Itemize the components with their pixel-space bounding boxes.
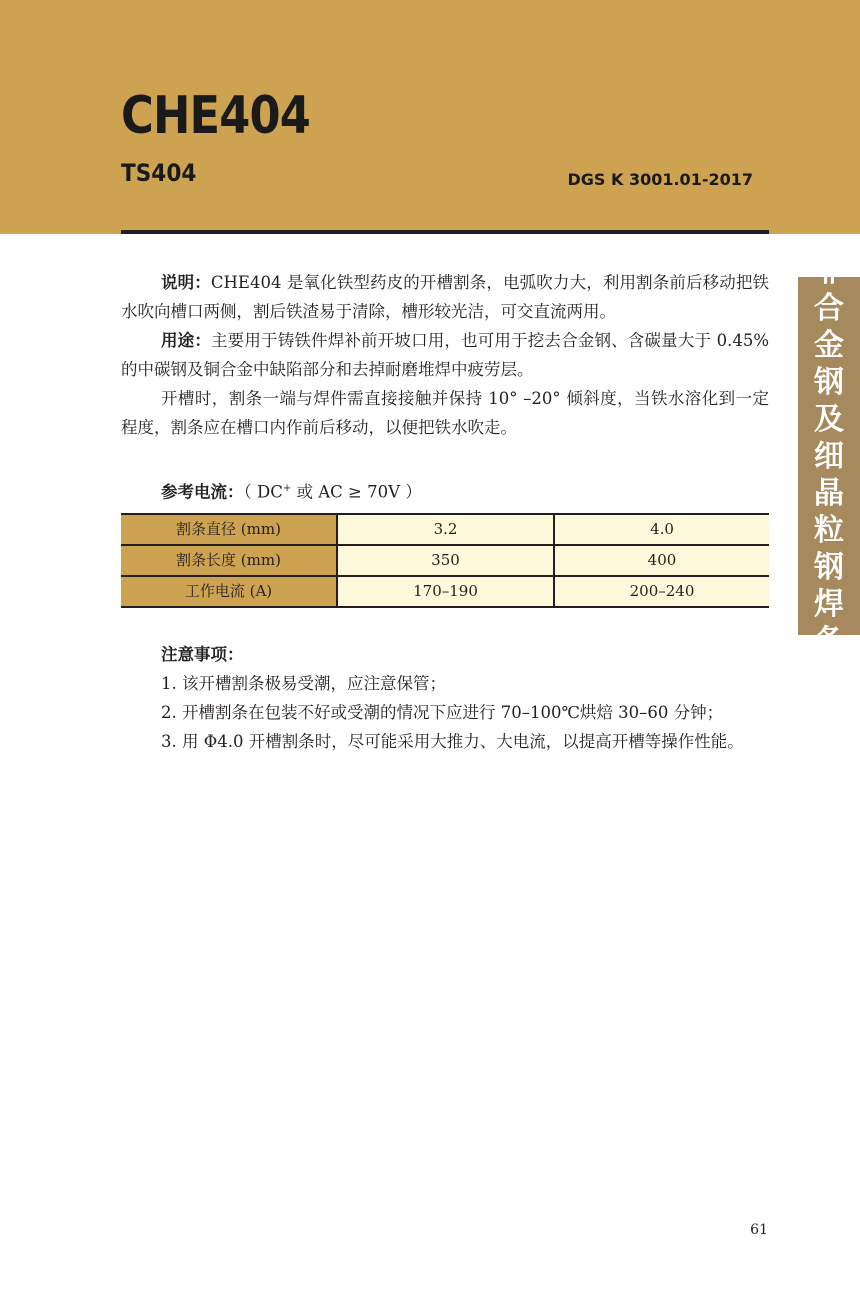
table-row	[121, 514, 769, 545]
usage-paragraph	[121, 326, 769, 384]
current-condition-sup: +	[282, 483, 292, 494]
page-number: 61	[750, 1222, 768, 1238]
side-tab-char: 晶	[814, 475, 844, 511]
body-content	[121, 268, 769, 756]
side-tab-char: 条	[814, 623, 844, 659]
table-cell: 200–240	[554, 576, 769, 607]
table-cell: 350	[337, 545, 554, 576]
current-condition-suffix: 或 AC ≥ 70V ）	[291, 482, 422, 502]
current-table-label: 参考电流：	[161, 482, 244, 502]
description-paragraph	[121, 268, 769, 326]
table-cell: 170–190	[337, 576, 554, 607]
current-condition-prefix: （ DC	[243, 482, 283, 502]
table-cell: 4.0	[554, 514, 769, 545]
side-tab-char: 粒	[814, 512, 844, 548]
current-table-title	[121, 474, 769, 507]
notes-label: 注意事项：	[161, 644, 244, 664]
side-tab-char: 金	[814, 327, 844, 363]
product-subtitle: TS404	[121, 159, 197, 187]
table-cell: 400	[554, 545, 769, 576]
side-tab-char: 非	[814, 253, 844, 289]
usage-text: 主要用于铸铁件焊补前开坡口用，也可用于挖去合金钢、含碳量大于 0.45% 的中碳钢及铜合金中缺陷部分和去掉耐磨堆焊中疲劳层。	[121, 331, 769, 379]
header-rule	[121, 230, 769, 234]
standard-code: DGS K 3001.01-2017	[567, 170, 753, 189]
row-header: 工作电流 (A)	[121, 576, 337, 607]
side-tab-char: 合	[814, 290, 844, 326]
table-row	[121, 545, 769, 576]
side-category-tab	[798, 253, 860, 659]
note-item: 2. 开槽割条在包装不好或受潮的情况下应进行 70–100℃烘焙 30–60 分钟；	[161, 702, 724, 722]
side-tab-char: 焊	[814, 586, 844, 622]
note-item: 1. 该开槽割条极易受潮，应注意保管；	[161, 673, 446, 693]
current-table	[121, 513, 769, 608]
row-header: 割条直径 (mm)	[121, 514, 337, 545]
row-header: 割条长度 (mm)	[121, 545, 337, 576]
side-tab-char: 钢	[814, 364, 844, 400]
side-tab-char: 及	[814, 401, 844, 437]
table-row	[121, 576, 769, 607]
note-item: 3. 用 Φ4.0 开槽割条时，尽可能采用大推力、大电流，以提高开槽等操作性能。	[161, 731, 744, 751]
side-tab-char: 细	[814, 438, 844, 474]
usage-label: 用途：	[161, 331, 212, 350]
description-text: CHE404 是氧化铁型药皮的开槽割条，电弧吹力大，利用割条前后移动把铁水吹向槽口两侧，割后铁渣易于清除，槽形较光洁，可交直流两用。	[121, 273, 770, 321]
description-label: 说明：	[161, 273, 211, 292]
product-title: CHE404	[121, 86, 310, 146]
operation-paragraph: 开槽时，割条一端与焊件需直接接触并保持 10° –20° 倾斜度，当铁水溶化到一定程度，割条应在槽口内作前后移动，以便把铁水吹走。	[121, 389, 769, 437]
side-tab-char: 钢	[814, 549, 844, 585]
table-cell: 3.2	[337, 514, 554, 545]
header-band	[0, 0, 860, 234]
